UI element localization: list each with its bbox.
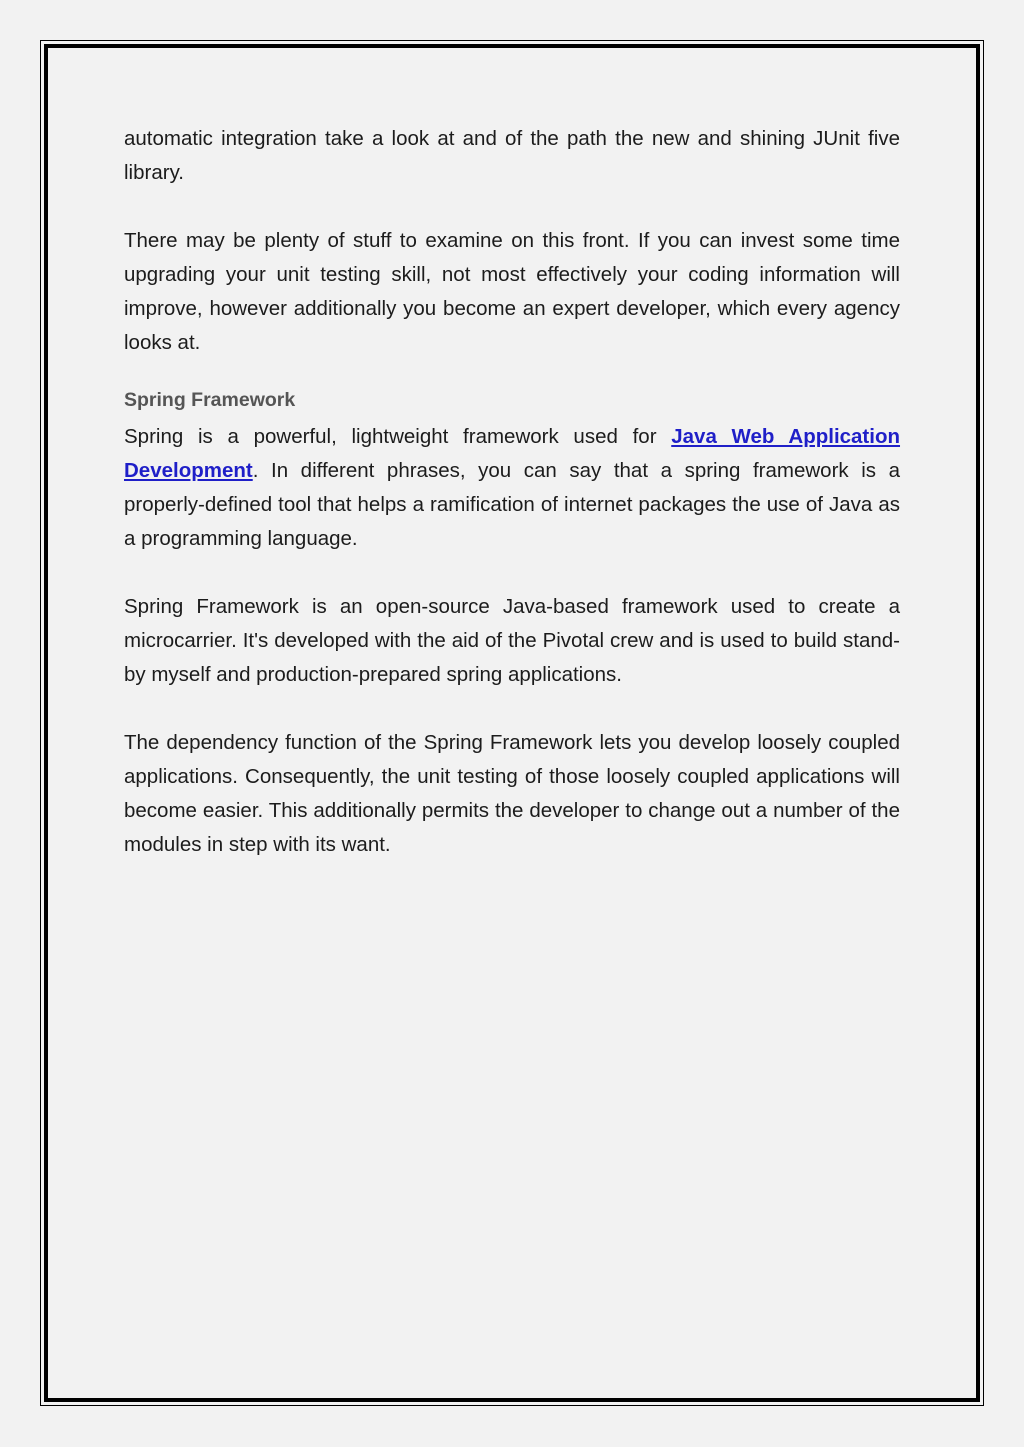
- section-heading-spring-framework: Spring Framework: [124, 389, 296, 411]
- paragraph-dependency-function: The dependency function of the Spring Framework lets you develop loosely coupled applications. Consequently, the unit testing of those loosely coupled applications will become easier. This additionally permits the developer to change out a number of the modules in step with its want.: [124, 731, 900, 856]
- paragraph-unit-testing: There may be plenty of stuff to examine on this front. If you can invest some time upgrading your unit testing skill, not most effectively your coding information will improve, however additionally you become an expert developer, which every agency looks at.: [124, 229, 900, 354]
- java-web-application-development-link[interactable]: Java Web Application Development: [124, 425, 901, 482]
- paragraph-spring-intro-rest: . In different phrases, you can say that a spring framework is a properly-defined tool that helps a ramification of internet packages the use of Java as a programming language.: [124, 459, 900, 550]
- paragraph-spring-intro-text: Spring is a powerful, lightweight framework used for: [124, 425, 672, 448]
- paragraph-junit: automatic integration take a look at and of the path the new and shining JUnit five library.: [124, 127, 900, 184]
- document-body: [124, 122, 900, 862]
- paragraph-spring-intro: [124, 420, 900, 556]
- paragraph-spring-open-source: Spring Framework is an open-source Java-based framework used to create a microcarrier. It's developed with the aid of the Pivotal crew and is used to build stand-by myself and production-prepared spring applications.: [124, 595, 900, 686]
